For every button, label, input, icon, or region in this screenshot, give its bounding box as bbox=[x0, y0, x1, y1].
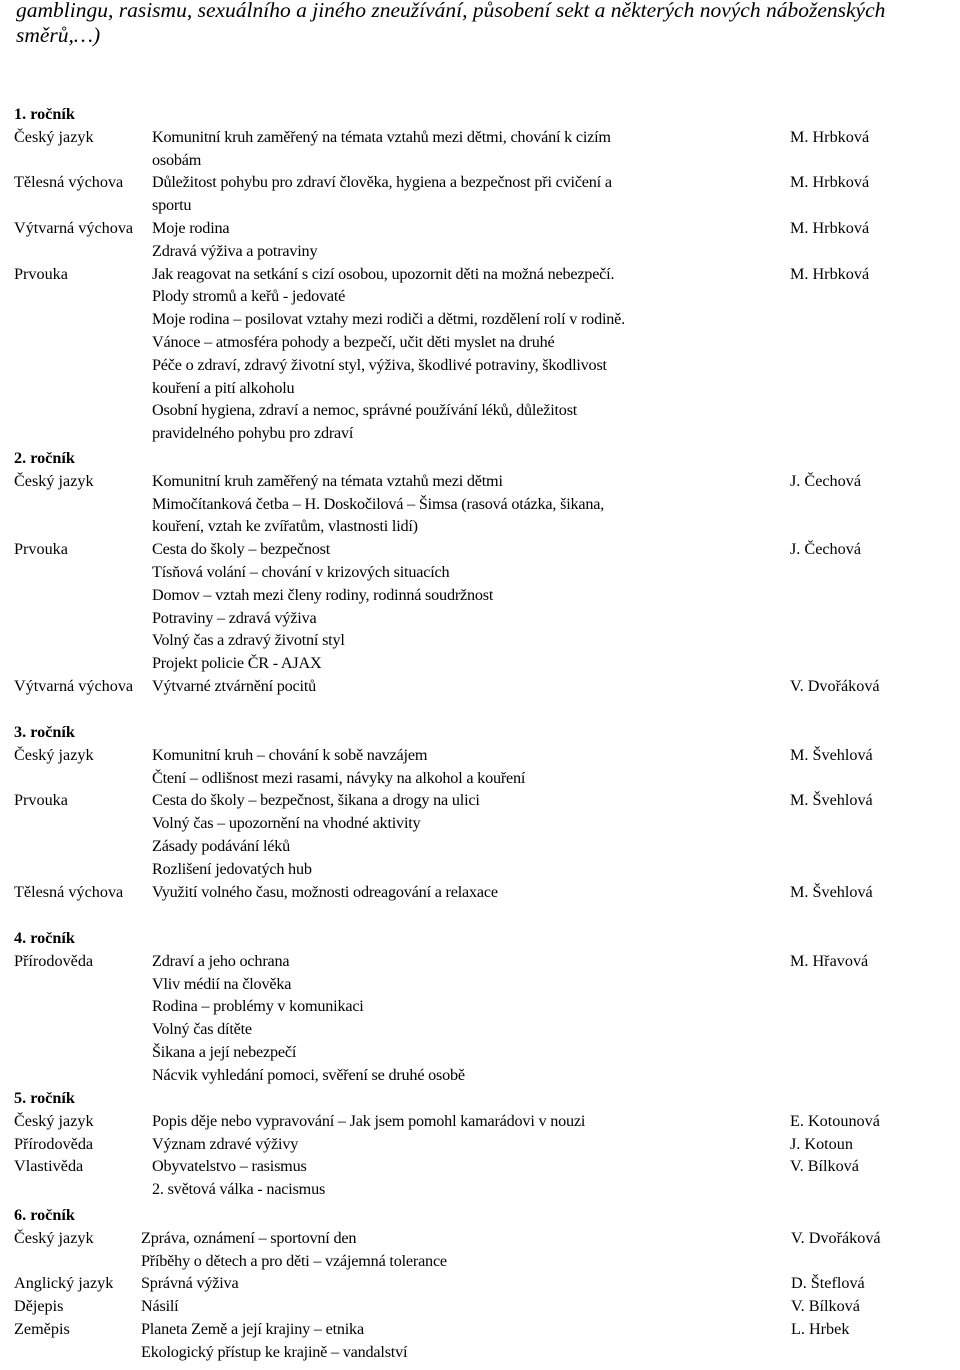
topic-list bbox=[152, 538, 790, 675]
subject-name: Český jazyk bbox=[14, 1111, 94, 1130]
teacher-name: M. Švehlová bbox=[790, 791, 873, 810]
topic-line: Popis děje nebo vypravování – Jak jsem pomohl kamarádovi v nouzi bbox=[152, 1111, 586, 1130]
topic-line: Vliv médií na člověka bbox=[152, 974, 292, 993]
subject-row bbox=[14, 789, 954, 880]
topic-list bbox=[141, 1227, 791, 1273]
topic-line: Komunitní kruh zaměřený na témata vztahů mezi dětmi bbox=[152, 471, 503, 490]
topic-line: Cesta do školy – bezpečnost bbox=[152, 540, 331, 559]
topic-line: Důležitost pohybu pro zdraví člověka, hygiena a bezpečnost při cvičení a bbox=[152, 173, 612, 192]
topic-line: pravidelného pohybu pro zdraví bbox=[152, 424, 354, 443]
topic-line: Volný čas – upozornění na vhodné aktivity bbox=[152, 814, 421, 833]
topic-list bbox=[152, 217, 790, 263]
topic-list bbox=[152, 1133, 790, 1156]
subject-row bbox=[14, 1318, 954, 1364]
teacher-name: D. Šteflová bbox=[791, 1274, 865, 1293]
topic-line: Volný čas a zdravý životní styl bbox=[152, 631, 345, 650]
topic-line: kouření a pití alkoholu bbox=[152, 378, 295, 397]
topic-line: Cesta do školy – bezpečnost, šikana a drogy na ulici bbox=[152, 791, 480, 810]
teacher-name: V. Bílková bbox=[790, 1157, 859, 1176]
subject-row bbox=[14, 263, 954, 445]
grade-1-section bbox=[14, 103, 954, 445]
topic-line: Potraviny – zdravá výživa bbox=[152, 608, 317, 627]
subject-row bbox=[14, 1295, 954, 1318]
subject-name: Prvouka bbox=[14, 264, 68, 283]
subject-name: Tělesná výchova bbox=[14, 882, 124, 901]
subject-name: Přírodověda bbox=[14, 951, 94, 970]
topic-line: Jak reagovat na setkání s cizí osobou, upozornit děti na možná nebezpečí. bbox=[152, 264, 615, 283]
topic-line: Plody stromů a keřů - jedovaté bbox=[152, 287, 346, 306]
teacher-name: M. Hrbková bbox=[790, 218, 870, 237]
teacher-name: M. Hrbková bbox=[790, 127, 870, 146]
topic-line: Šikana a její nebezpečí bbox=[152, 1042, 297, 1061]
subject-name: Prvouka bbox=[14, 791, 68, 810]
topic-list bbox=[152, 1110, 790, 1133]
teacher-name: J. Kotoun bbox=[790, 1134, 853, 1153]
topic-list bbox=[141, 1295, 791, 1318]
subject-row bbox=[14, 1110, 954, 1133]
topic-line: Zdraví a jeho ochrana bbox=[152, 951, 290, 970]
teacher-name: V. Dvořáková bbox=[791, 1228, 881, 1247]
topic-line: Komunitní kruh zaměřený na témata vztahů mezi dětmi, chování k cizím bbox=[152, 127, 611, 146]
teacher-name: M. Švehlová bbox=[790, 745, 873, 764]
topic-line: sportu bbox=[152, 196, 192, 215]
topic-line: Komunitní kruh – chování k sobě navzájem bbox=[152, 745, 428, 764]
topic-line: Výtvarné ztvárnění pocitů bbox=[152, 676, 317, 695]
subject-name: Přírodověda bbox=[14, 1134, 94, 1153]
topic-line: Čtení – odlišnost mezi rasami, návyky na alkohol a kouření bbox=[152, 768, 526, 787]
topic-list bbox=[152, 126, 790, 172]
subject-row bbox=[14, 171, 954, 217]
teacher-name: M. Hrbková bbox=[790, 264, 870, 283]
topic-line: Osobní hygiena, zdraví a nemoc, správné používání léků, důležitost bbox=[152, 401, 578, 420]
topic-list bbox=[152, 789, 790, 880]
grade-6-section bbox=[14, 1204, 954, 1364]
topic-line: Zásady podávání léků bbox=[152, 836, 291, 855]
topic-list bbox=[152, 881, 790, 904]
topic-list bbox=[141, 1318, 791, 1364]
grade-4-section bbox=[14, 927, 954, 1087]
subject-row bbox=[14, 217, 954, 263]
grade-heading: 5. ročník bbox=[14, 1089, 75, 1107]
topic-line: Rozlišení jedovatých hub bbox=[152, 859, 312, 878]
topic-line: Planeta Země a její krajiny – etnika bbox=[141, 1319, 364, 1338]
subject-name: Výtvarná výchova bbox=[14, 218, 134, 237]
subject-name: Český jazyk bbox=[14, 127, 94, 146]
topic-list bbox=[152, 744, 790, 790]
topic-line: Vánoce – atmosféra pohody a bezpečí, učit děti myslet na druhé bbox=[152, 332, 555, 351]
teacher-name: M. Švehlová bbox=[790, 882, 873, 901]
subject-row bbox=[14, 950, 954, 1087]
subject-row bbox=[14, 470, 954, 538]
subject-name: Tělesná výchova bbox=[14, 173, 124, 192]
subject-name: Výtvarná výchova bbox=[14, 676, 134, 695]
topic-line: kouření, vztah ke zvířatům, vlastnosti lidí) bbox=[152, 517, 418, 536]
subject-name: Anglický jazyk bbox=[14, 1274, 114, 1293]
teacher-name: L. Hrbek bbox=[791, 1319, 850, 1338]
subject-row bbox=[14, 744, 954, 790]
grade-3-section bbox=[14, 721, 954, 903]
subject-name: Prvouka bbox=[14, 540, 68, 559]
subject-row bbox=[14, 1272, 954, 1295]
topic-list bbox=[152, 171, 790, 217]
topic-line: Moje rodina bbox=[152, 218, 230, 237]
intro-text: gamblingu, rasismu, sexuálního a jiného zneužívání, působení sekt a některých nových náboženských směrů,…) bbox=[16, 0, 886, 47]
grade-heading: 1. ročník bbox=[14, 105, 75, 123]
subject-row bbox=[14, 675, 954, 698]
topic-line: Nácvik vyhledání pomoci, svěření se druhé osobě bbox=[152, 1065, 465, 1084]
subject-row bbox=[14, 1227, 954, 1273]
topic-line: Volný čas dítěte bbox=[152, 1020, 252, 1039]
subject-name: Český jazyk bbox=[14, 745, 94, 764]
subject-row bbox=[14, 881, 954, 904]
topic-line: Projekt policie ČR - AJAX bbox=[152, 654, 322, 673]
grade-heading: 3. ročník bbox=[14, 723, 75, 741]
topic-line: 2. světová válka - nacismus bbox=[152, 1180, 326, 1199]
subject-name: Vlastivěda bbox=[14, 1157, 84, 1176]
teacher-name: V. Bílková bbox=[791, 1297, 860, 1316]
subject-name: Dějepis bbox=[14, 1297, 64, 1316]
topic-list bbox=[152, 470, 790, 538]
topic-list bbox=[141, 1272, 791, 1295]
subject-row bbox=[14, 1133, 954, 1156]
subject-row bbox=[14, 538, 954, 675]
grade-heading: 6. ročník bbox=[14, 1206, 75, 1224]
grade-heading: 4. ročník bbox=[14, 929, 75, 947]
topic-list bbox=[152, 1155, 790, 1201]
topic-line: Péče o zdraví, zdravý životní styl, výživa, škodlivé potraviny, škodlivost bbox=[152, 355, 607, 374]
grade-5-section bbox=[14, 1087, 954, 1201]
topic-line: Zdravá výživa a potraviny bbox=[152, 241, 318, 260]
topic-line: Tísňová volání – chování v krizových situacích bbox=[152, 562, 450, 581]
grade-2-section bbox=[14, 447, 954, 698]
topic-list bbox=[152, 675, 790, 698]
teacher-name: J. Čechová bbox=[790, 471, 862, 490]
topic-line: Zpráva, oznámení – sportovní den bbox=[141, 1228, 357, 1247]
teacher-name: E. Kotounová bbox=[790, 1111, 880, 1130]
topic-list bbox=[152, 950, 790, 1087]
teacher-name: M. Hrbková bbox=[790, 173, 870, 192]
grade-heading: 2. ročník bbox=[14, 449, 75, 467]
subject-name: Zeměpis bbox=[14, 1319, 70, 1338]
topic-line: Rodina – problémy v komunikaci bbox=[152, 997, 364, 1016]
topic-line: Význam zdravé výživy bbox=[152, 1134, 299, 1153]
topic-line: Domov – vztah mezi členy rodiny, rodinná soudržnost bbox=[152, 585, 494, 604]
topic-line: Ekologický přístup ke krajině – vandalství bbox=[141, 1342, 408, 1361]
topic-line: osobám bbox=[152, 150, 202, 169]
subject-name: Český jazyk bbox=[14, 471, 94, 490]
topic-line: Násilí bbox=[141, 1297, 179, 1316]
teacher-name: J. Čechová bbox=[790, 540, 862, 559]
topic-line: Moje rodina – posilovat vztahy mezi rodiči a dětmi, rozdělení rolí v rodině. bbox=[152, 310, 625, 329]
subject-row bbox=[14, 1155, 954, 1201]
topic-line: Správná výživa bbox=[141, 1274, 239, 1293]
topic-line: Příběhy o dětech a pro děti – vzájemná tolerance bbox=[141, 1251, 447, 1270]
teacher-name: M. Hřavová bbox=[790, 951, 869, 970]
teacher-name: V. Dvořáková bbox=[790, 676, 880, 695]
topic-line: Obyvatelstvo – rasismus bbox=[152, 1157, 307, 1176]
topic-line: Využití volného času, možnosti odreagování a relaxace bbox=[152, 882, 498, 901]
subject-name: Český jazyk bbox=[14, 1228, 94, 1247]
topic-list bbox=[152, 263, 790, 445]
topic-line: Mimočítanková četba – H. Doskočilová – Šimsa (rasová otázka, šikana, bbox=[152, 494, 605, 513]
subject-row bbox=[14, 126, 954, 172]
